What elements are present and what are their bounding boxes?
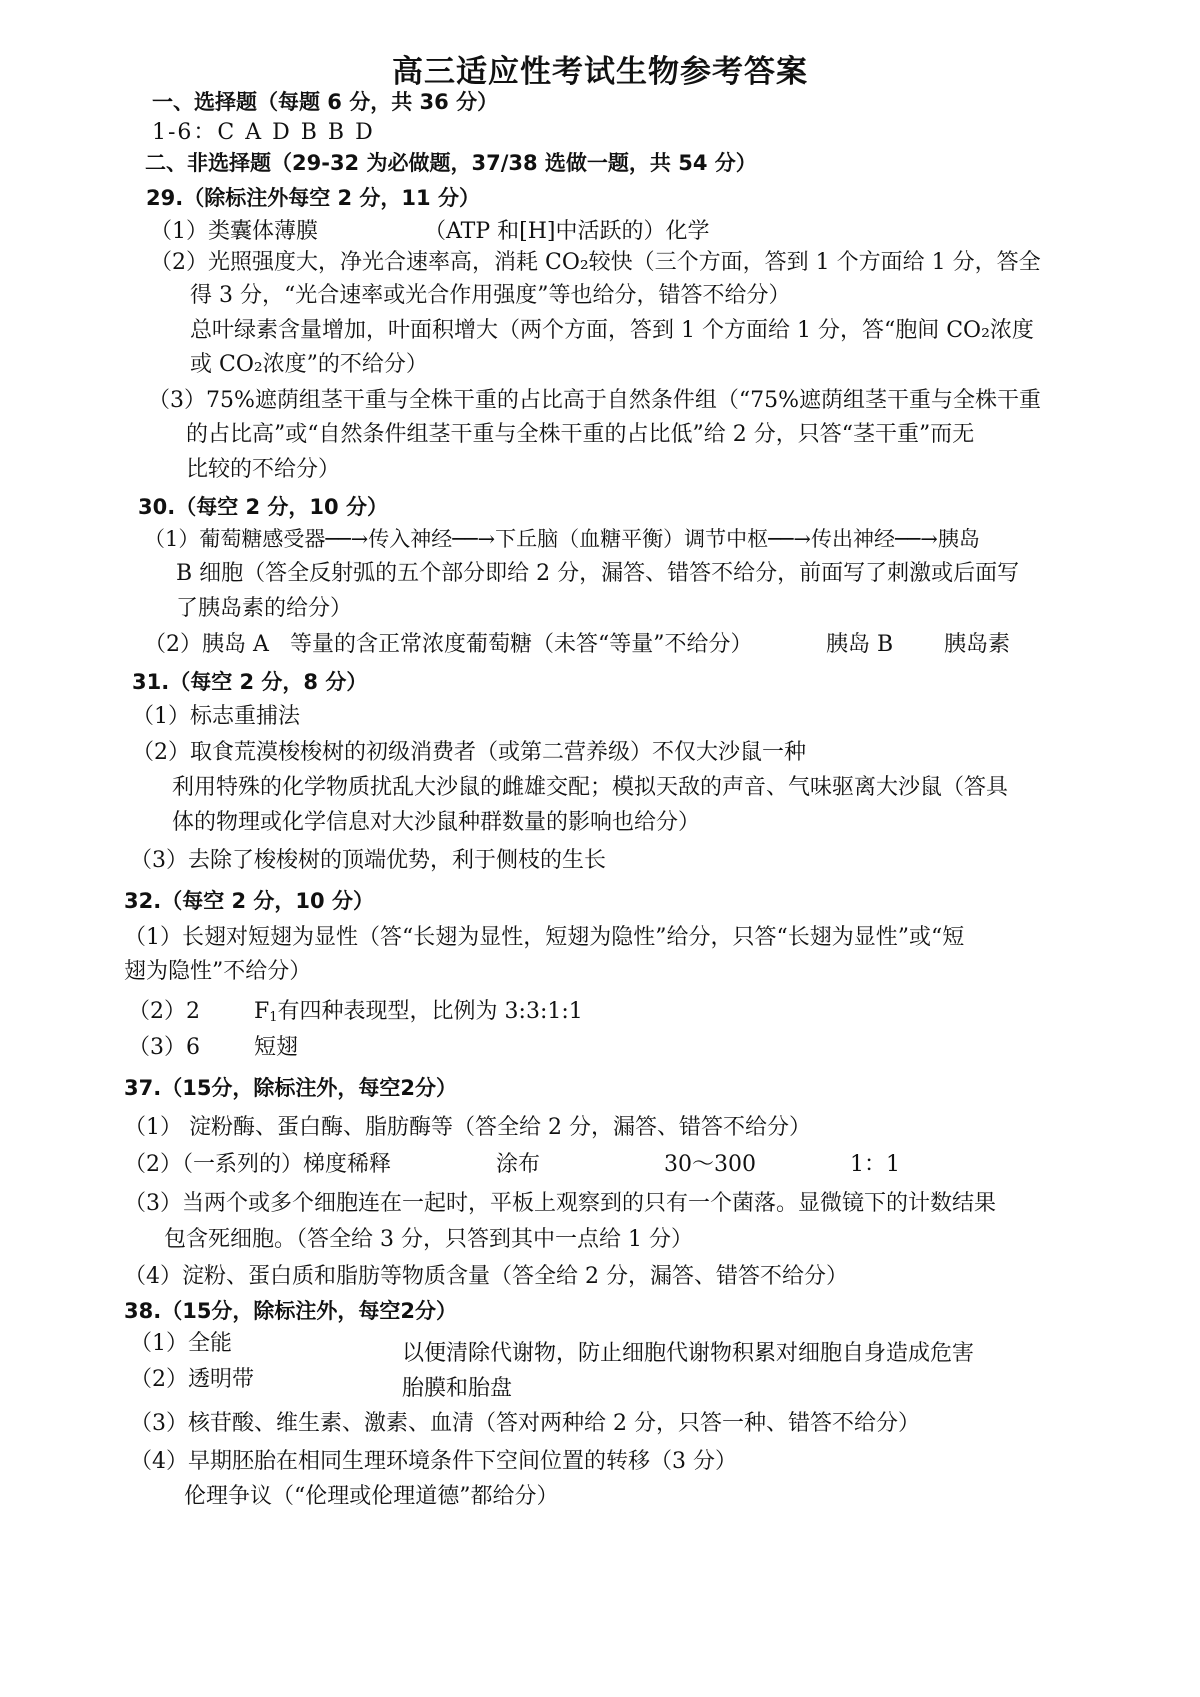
q31-answer-2-line2: 利用特殊的化学物质扰乱大沙鼠的雌雄交配；模拟天敌的声音、气味驱离大沙鼠（答具 — [172, 775, 1009, 800]
q32-answer-1-line2: 翅为隐性”不给分） — [124, 959, 312, 984]
q32-answer-2b-pre: F — [254, 999, 270, 1024]
q37-answer-4: （4）淀粉、蛋白质和脂肪等物质含量（答全给 2 分，漏答、错答不给分） — [124, 1264, 848, 1289]
q32-answer-3a: （3）6 — [128, 1035, 200, 1060]
q29-answer-3-line1: （3）75%遮荫组茎干重与全株干重的占比高于自然条件组（“75%遮荫组茎干重与全株干重 — [148, 388, 1042, 413]
q29-heading: 29.（除标注外每空 2 分，11 分） — [146, 186, 480, 210]
q29-answer-2-line3: 总叶绿素含量增加，叶面积增大（两个方面，答到 1 个方面给 1 分，答“胞间 CO₂浓度 — [190, 318, 1034, 343]
q32-answer-1-line1: （1）长翅对短翅为显性（答“长翅为显性，短翅为隐性”给分，只答“长翅为显性”或“短 — [124, 925, 965, 950]
page-title: 高三适应性考试生物参考答案 — [392, 54, 808, 90]
q29-answer-2-line2: 得 3 分，“光合速率或光合作用强度”等也给分，错答不给分） — [190, 283, 791, 308]
q29-answer-1a: （1）类囊体薄膜 — [150, 219, 318, 244]
q37-answer-1: （1） 淀粉酶、蛋白酶、脂肪酶等（答全给 2 分，漏答、错答不给分） — [124, 1115, 811, 1140]
q29-answer-2-line1: （2）光照强度大，净光合速率高，消耗 CO₂较快（三个方面，答到 1 个方面给 1 分，答全 — [150, 250, 1041, 275]
q32-answer-2b — [254, 997, 583, 1033]
q31-answer-2-line3: 体的物理或化学信息对大沙鼠种群数量的影响也给分） — [172, 810, 701, 835]
q32-answer-3b: 短翅 — [254, 1035, 299, 1060]
q38-answer-1b: 以便清除代谢物，防止细胞代谢物积累对细胞自身造成危害 — [402, 1341, 975, 1366]
q38-answer-2a: （2）透明带 — [130, 1367, 254, 1392]
q31-answer-3: （3）去除了梭梭树的顶端优势，利于侧枝的生长 — [130, 848, 606, 873]
q37-heading: 37.（15分，除标注外，每空2分） — [124, 1076, 458, 1100]
q30-answer-2b: 等量的含正常浓度葡萄糖（未答“等量”不给分） — [290, 632, 753, 657]
q38-answer-4-line2: 伦理争议（“伦理或伦理道德”都给分） — [184, 1484, 559, 1509]
q37-answer-2c: 30～300 — [664, 1152, 756, 1177]
q37-answer-2b: 涂布 — [496, 1152, 541, 1177]
q29-answer-2-line4: 或 CO₂浓度”的不给分） — [190, 352, 428, 377]
section-1-answers: 1-6：C A D B B D — [152, 120, 375, 145]
q30-answer-1-line3: 了胰岛素的给分） — [176, 596, 353, 621]
q31-answer-2-line1: （2）取食荒漠梭梭树的初级消费者（或第二营养级）不仅大沙鼠一种 — [132, 740, 806, 765]
q32-heading: 32.（每空 2 分，10 分） — [124, 889, 374, 913]
q38-answer-1a: （1）全能 — [130, 1331, 232, 1356]
section-2-heading: 二、非选择题（29-32 为必做题，37/38 选做一题，共 54 分） — [145, 151, 757, 175]
q29-answer-1b: （ATP 和[H]中活跃的）化学 — [424, 219, 710, 244]
q29-answer-3-line3: 比较的不给分） — [186, 457, 341, 482]
q31-heading: 31.（每空 2 分，8 分） — [132, 670, 368, 694]
section-1-heading: 一、选择题（每题 6 分，共 36 分） — [152, 90, 499, 114]
q29-answer-3-line2: 的占比高”或“自然条件组茎干重与全株干重的占比低”给 2 分，只答“茎干重”而无 — [186, 422, 975, 447]
q30-answer-2a: （2）胰岛 A — [144, 632, 269, 657]
q30-answer-2c: 胰岛 B — [826, 632, 894, 657]
q38-heading: 38.（15分，除标注外，每空2分） — [124, 1299, 458, 1323]
q38-answer-2b: 胎膜和胎盘 — [402, 1376, 513, 1401]
q38-answer-4-line1: （4）早期胚胎在相同生理环境条件下空间位置的转移（3 分） — [130, 1449, 737, 1474]
q32-answer-2b-subscript: 1 — [269, 1010, 278, 1025]
q37-answer-2a: （2）（一系列的）梯度稀释 — [124, 1152, 391, 1177]
q30-answer-1-line1: （1）葡萄糖感受器──→传入神经──→下丘脑（血糖平衡）调节中枢──→传出神经──→胰岛 — [144, 527, 980, 551]
q37-answer-2d: 1：1 — [850, 1152, 900, 1177]
q30-heading: 30.（每空 2 分，10 分） — [138, 495, 388, 519]
q30-answer-1-line2: B 细胞（答全反射弧的五个部分即给 2 分，漏答、错答不给分，前面写了刺激或后面写 — [176, 561, 1020, 586]
q32-answer-2a: （2）2 — [128, 999, 200, 1024]
q37-answer-3-line1: （3）当两个或多个细胞连在一起时，平板上观察到的只有一个菌落。显微镜下的计数结果 — [124, 1191, 997, 1216]
q30-answer-2d: 胰岛素 — [944, 632, 1011, 657]
q32-answer-2b-post: 有四种表现型，比例为 3:3:1:1 — [277, 999, 583, 1024]
q31-answer-1: （1）标志重捕法 — [132, 704, 300, 729]
q37-answer-3-line2: 包含死细胞。（答全给 3 分，只答到其中一点给 1 分） — [164, 1227, 693, 1252]
q38-answer-3: （3）核苷酸、维生素、激素、血清（答对两种给 2 分，只答一种、错答不给分） — [130, 1411, 920, 1436]
